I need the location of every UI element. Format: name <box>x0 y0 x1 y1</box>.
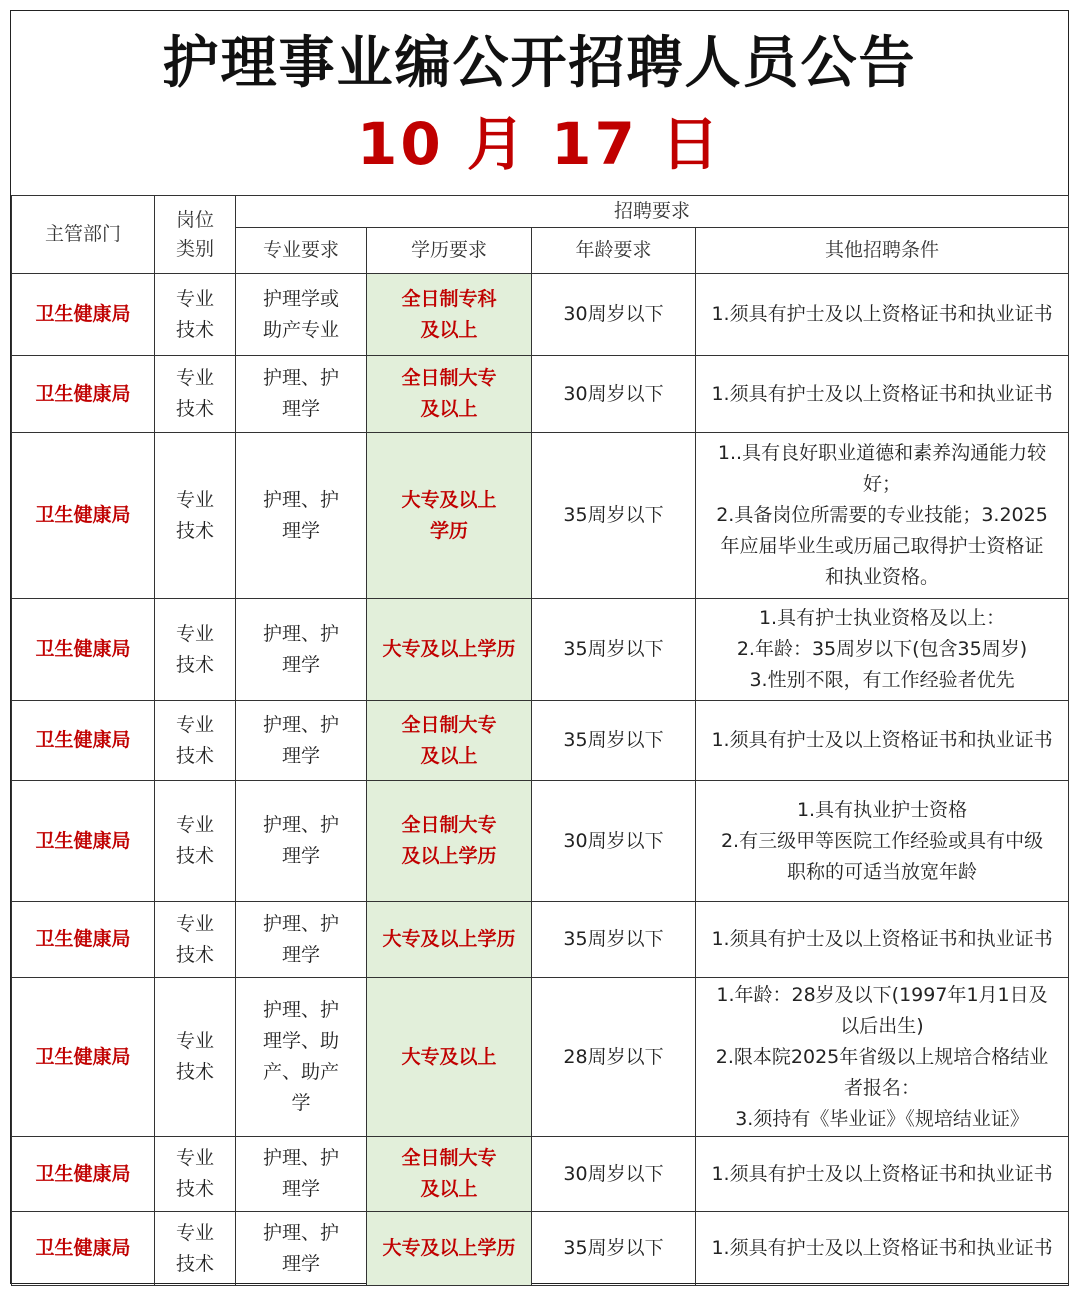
other-conditions-cell <box>696 1212 1069 1286</box>
major-cell-line: 理学 <box>281 1252 320 1275</box>
other-conditions-cell <box>696 701 1069 781</box>
header-major: 专业要求 <box>236 228 367 274</box>
major-cell-line: 助产专业 <box>262 318 339 341</box>
education-cell-line: 学历 <box>429 519 468 542</box>
education-cell-line: 及以上 <box>420 318 478 341</box>
header-education: 学历要求 <box>367 228 532 274</box>
education-cell <box>367 781 532 902</box>
category-cell <box>155 599 236 701</box>
table-row <box>12 1137 1069 1212</box>
other-conditions-cell <box>696 274 1069 356</box>
other-conditions-cell <box>696 902 1069 978</box>
other-conditions-cell-line: 1..具有良好职业道德和素养沟通能力较 好； <box>717 442 1047 495</box>
dept-cell: 卫生健康局 <box>12 701 155 781</box>
category-cell <box>155 1137 236 1212</box>
table-row <box>12 978 1069 1137</box>
other-conditions-cell <box>696 978 1069 1137</box>
major-cell <box>236 902 367 978</box>
major-cell-line: 护理、护 <box>262 1147 339 1169</box>
category-cell-line: 技术 <box>175 318 214 341</box>
age-cell: 35周岁以下 <box>532 902 696 978</box>
category-cell-line: 专业 <box>175 1147 214 1169</box>
education-cell-line: 全日制大专 <box>401 814 497 836</box>
page-title: 护理事业编公开招聘人员公告 <box>162 31 917 96</box>
major-cell-line: 产、助产 <box>262 1061 339 1083</box>
header-age: 年龄要求 <box>532 228 696 274</box>
category-cell-line: 专业 <box>175 287 214 310</box>
education-cell <box>367 902 532 978</box>
category-cell-line: 技术 <box>175 398 214 420</box>
major-cell-line: 学 <box>291 1092 311 1114</box>
category-cell-line: 专业 <box>175 1221 214 1244</box>
other-conditions-cell <box>696 1137 1069 1212</box>
category-cell-line: 专业 <box>175 488 214 511</box>
education-cell <box>367 1212 532 1286</box>
other-conditions-cell-line: 1.具有执业护士资格 <box>796 798 968 821</box>
major-cell-line: 护理、护 <box>262 999 339 1021</box>
major-cell <box>236 1137 367 1212</box>
education-cell-line: 大专及以上学历 <box>382 1237 516 1259</box>
other-conditions-cell-line: 年应届毕业生或历届己取得护士资格证 <box>720 535 1044 557</box>
category-cell <box>155 978 236 1137</box>
dept-cell: 卫生健康局 <box>12 1212 155 1286</box>
category-cell <box>155 902 236 978</box>
dept-cell: 卫生健康局 <box>12 356 155 433</box>
category-cell <box>155 274 236 356</box>
education-cell-line: 大专及以上 <box>401 488 497 511</box>
major-cell <box>236 701 367 781</box>
other-conditions-cell-line: 1.须具有护士及以上资格证书和执业证书 <box>711 1162 1053 1185</box>
other-conditions-cell-line: 1.具有护士执业资格及以上： <box>758 607 1006 629</box>
category-cell-line: 专业 <box>175 814 214 836</box>
category-cell <box>155 1212 236 1286</box>
other-conditions-cell-line: 3.性别不限，有工作经验者优先 <box>749 669 1015 691</box>
major-cell <box>236 356 367 433</box>
education-cell <box>367 433 532 599</box>
other-conditions-cell-line: 3.须持有《毕业证》《规培结业证》 <box>735 1107 1029 1130</box>
category-cell-line: 专业 <box>175 622 214 645</box>
dept-cell: 卫生健康局 <box>12 274 155 356</box>
category-cell-line: 专业 <box>175 367 214 389</box>
other-conditions-cell-line: 2.限本院2025年省级以上规培合格结业 <box>715 1045 1049 1068</box>
age-cell: 30周岁以下 <box>532 781 696 902</box>
education-cell <box>367 356 532 433</box>
education-cell-line: 大专及以上学历 <box>382 638 516 660</box>
education-cell <box>367 274 532 356</box>
education-cell-line: 全日制专科 <box>401 287 497 310</box>
table-row <box>12 274 1069 356</box>
header-category-text: 岗位类别 <box>175 208 214 260</box>
other-conditions-cell-line: 1.须具有护士及以上资格证书和执业证书 <box>711 928 1053 950</box>
other-conditions-cell <box>696 433 1069 599</box>
category-cell <box>155 356 236 433</box>
table-row <box>12 701 1069 781</box>
dept-cell: 卫生健康局 <box>12 978 155 1137</box>
education-cell <box>367 701 532 781</box>
header-other: 其他招聘条件 <box>696 228 1069 274</box>
major-cell-line: 护理、护 <box>262 367 339 389</box>
category-cell-line: 技术 <box>175 519 214 542</box>
category-cell-line: 专业 <box>175 912 214 935</box>
other-conditions-cell <box>696 356 1069 433</box>
major-cell-line: 护理、护 <box>262 488 339 511</box>
other-conditions-cell-line: 以后出生) <box>840 1014 924 1037</box>
category-cell <box>155 701 236 781</box>
major-cell <box>236 433 367 599</box>
other-conditions-cell-line: 2.有三级甲等医院工作经验或具有中级 <box>720 829 1044 852</box>
announcement-date: 10 月 17 日 <box>356 110 722 178</box>
education-cell-line: 及以上 <box>420 744 478 767</box>
other-conditions-cell-line: 1.须具有护士及以上资格证书和执业证书 <box>711 1237 1053 1259</box>
major-cell-line: 理学 <box>281 398 320 420</box>
category-cell-line: 技术 <box>175 845 214 867</box>
other-conditions-cell-line: 和执业资格。 <box>825 566 940 588</box>
education-cell <box>367 978 532 1137</box>
age-cell: 35周岁以下 <box>532 1212 696 1286</box>
category-cell-line: 专业 <box>175 713 214 736</box>
major-cell-line: 理学 <box>281 1178 320 1200</box>
category-cell-line: 技术 <box>175 653 214 676</box>
education-cell-line: 全日制大专 <box>401 367 497 389</box>
major-cell-line: 护理、护 <box>262 713 339 736</box>
age-cell: 35周岁以下 <box>532 701 696 781</box>
major-cell-line: 护理、护 <box>262 912 339 935</box>
education-cell <box>367 1137 532 1212</box>
category-cell-line: 技术 <box>175 1061 214 1083</box>
category-cell-line: 专业 <box>175 1030 214 1052</box>
education-cell-line: 大专及以上学历 <box>382 928 516 950</box>
other-conditions-cell-line: 职称的可适当放宽年龄 <box>787 860 978 883</box>
title-block <box>11 11 1068 196</box>
major-cell <box>236 781 367 902</box>
major-cell <box>236 1212 367 1286</box>
other-conditions-cell <box>696 781 1069 902</box>
major-cell-line: 理学 <box>281 519 320 542</box>
major-cell <box>236 978 367 1137</box>
table-row <box>12 781 1069 902</box>
education-cell-line: 大专及以上 <box>401 1045 497 1068</box>
table-row <box>12 902 1069 978</box>
major-cell-line: 理学 <box>281 845 320 867</box>
education-cell-line: 全日制大专 <box>401 1147 497 1169</box>
category-cell-line: 技术 <box>175 1178 214 1200</box>
table-row <box>12 433 1069 599</box>
header-row-1 <box>12 196 1069 228</box>
other-conditions-cell-line: 1.须具有护士及以上资格证书和执业证书 <box>711 303 1053 325</box>
table-row <box>12 599 1069 701</box>
major-cell-line: 理学 <box>281 943 320 966</box>
other-conditions-cell-line: 1.年龄：28岁及以下(1997年1月1日及 <box>716 983 1048 1006</box>
recruitment-table <box>11 195 1069 1286</box>
category-cell <box>155 433 236 599</box>
major-cell-line: 护理、护 <box>262 622 339 645</box>
major-cell-line: 护理、护 <box>262 1221 339 1244</box>
category-cell <box>155 781 236 902</box>
dept-cell: 卫生健康局 <box>12 433 155 599</box>
other-conditions-cell <box>696 599 1069 701</box>
age-cell: 35周岁以下 <box>532 433 696 599</box>
education-cell-line: 及以上学历 <box>401 845 497 867</box>
education-cell <box>367 599 532 701</box>
age-cell: 30周岁以下 <box>532 1137 696 1212</box>
major-cell-line: 护理、护 <box>262 814 339 836</box>
major-cell <box>236 599 367 701</box>
header-requirements-group: 招聘要求 <box>236 196 1069 228</box>
major-cell-line: 理学、助 <box>262 1030 339 1052</box>
major-cell <box>236 274 367 356</box>
other-conditions-cell-line: 1.须具有护士及以上资格证书和执业证书 <box>711 382 1053 405</box>
age-cell: 28周岁以下 <box>532 978 696 1137</box>
dept-cell: 卫生健康局 <box>12 1137 155 1212</box>
dept-cell: 卫生健康局 <box>12 599 155 701</box>
category-cell-line: 技术 <box>175 1252 214 1275</box>
announcement-sheet <box>10 10 1069 1284</box>
education-cell-line: 及以上 <box>420 398 478 420</box>
header-dept: 主管部门 <box>12 196 155 274</box>
major-cell-line: 理学 <box>281 653 320 676</box>
other-conditions-cell-line: 2.具备岗位所需要的专业技能；3.2025 <box>716 504 1048 526</box>
table-row <box>12 356 1069 433</box>
age-cell: 30周岁以下 <box>532 274 696 356</box>
age-cell: 35周岁以下 <box>532 599 696 701</box>
other-conditions-cell-line: 2.年龄：35周岁以下(包含35周岁) <box>736 638 1028 660</box>
education-cell-line: 全日制大专 <box>401 713 497 736</box>
dept-cell: 卫生健康局 <box>12 781 155 902</box>
dept-cell: 卫生健康局 <box>12 902 155 978</box>
header-category <box>155 196 236 274</box>
table-row <box>12 1212 1069 1286</box>
category-cell-line: 技术 <box>175 943 214 966</box>
other-conditions-cell-line: 者报名： <box>844 1076 921 1099</box>
major-cell-line: 护理学或 <box>262 287 339 310</box>
education-cell-line: 及以上 <box>420 1178 478 1200</box>
category-cell-line: 技术 <box>175 744 214 767</box>
other-conditions-cell-line: 1.须具有护士及以上资格证书和执业证书 <box>711 729 1053 751</box>
age-cell: 30周岁以下 <box>532 356 696 433</box>
major-cell-line: 理学 <box>281 744 320 767</box>
